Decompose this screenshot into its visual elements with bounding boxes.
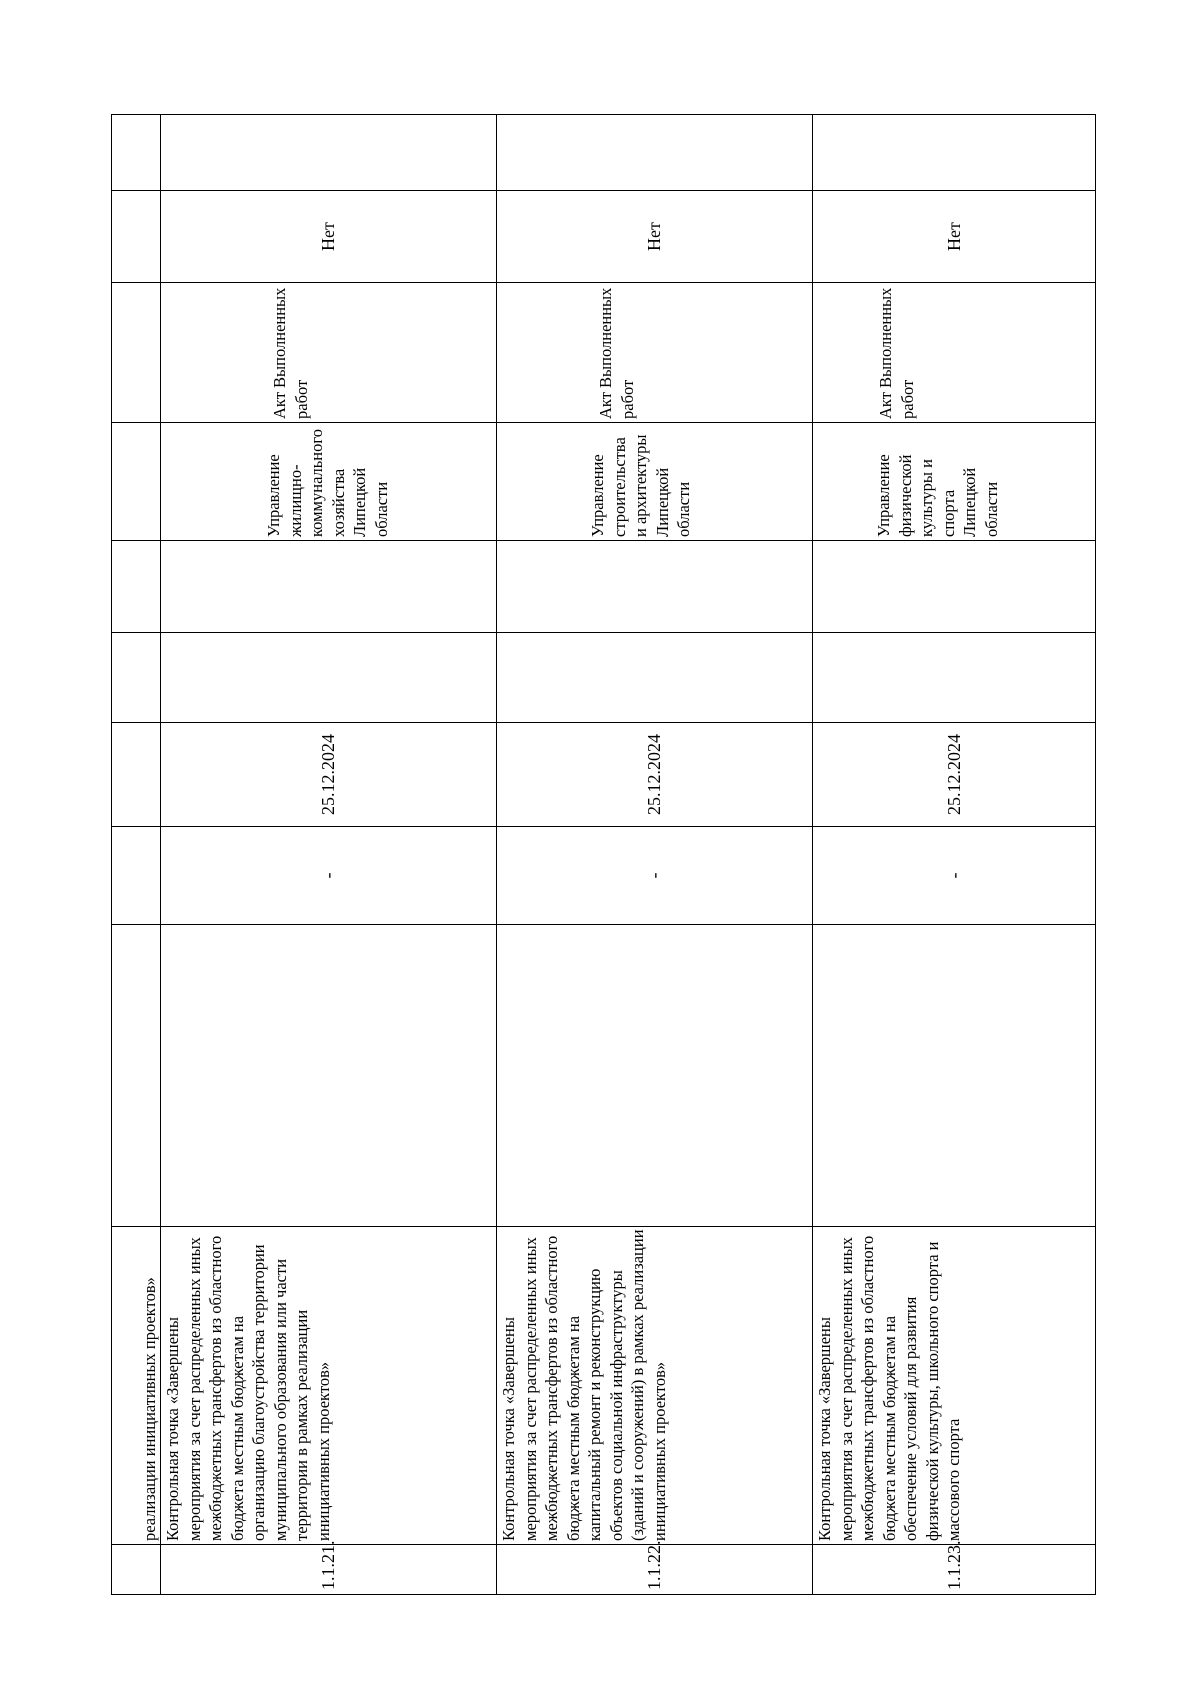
cell-start-date: - xyxy=(497,827,813,925)
rotated-table-wrapper xyxy=(111,115,1095,1595)
cell-responsible: Управление жилищно-коммунального хозяйства Липецкой области xyxy=(161,423,497,541)
table-row xyxy=(112,115,161,1595)
cell-start-date: - xyxy=(813,827,1096,925)
cell-document: Акт Выполненных работ xyxy=(161,283,497,423)
table-row xyxy=(161,115,497,1595)
cell-end-date: 25.12.2024 xyxy=(813,723,1096,827)
cell-document: Акт Выполненных работ xyxy=(813,283,1096,423)
cell-control-point: Контрольная точка «Завершены мероприятия за счет распределенных иных межбюджетных трансфертов из областного бюджета местным бюджетам на обеспечение условий для развития физической культуры, школьного спорта и массового спорта xyxy=(813,1227,1096,1545)
cell-end-date: 25.12.2024 xyxy=(161,723,497,827)
cell-control-point: Контрольная точка «Завершены мероприятия за счет распределенных иных межбюджетных трансфертов из областного бюджета местным бюджетам на капитальный ремонт и реконструкцию объектов социальной инфраструктуры (зданий и сооружений) в рамках реализации инициативных проектов» xyxy=(497,1227,813,1545)
cell-start-date: - xyxy=(161,827,497,925)
cell-info-system: Нет xyxy=(161,191,497,283)
cell-number xyxy=(112,1545,161,1595)
cell-document: Акт Выполненных работ xyxy=(497,283,813,423)
table-row xyxy=(497,115,813,1595)
cell-end-date: 25.12.2024 xyxy=(497,723,813,827)
cell-responsible: Управление строительства и архитектуры Липецкой области xyxy=(497,423,813,541)
cell-responsible: Управление физической культуры и спорта Липецкой области xyxy=(813,423,1096,541)
cell-control-point: Контрольная точка «Завершены мероприятия за счет распределенных иных межбюджетных трансфертов из областного бюджета местным бюджетам на организацию благоустройства территории муниципального образования или части территории в рамках реализации инициативных проектов» xyxy=(161,1227,497,1545)
cell-number: 1.1.23. xyxy=(813,1545,1096,1595)
table-row xyxy=(813,115,1096,1595)
control-points-table xyxy=(111,114,1096,1595)
cell-number: 1.1.22. xyxy=(497,1545,813,1595)
cell-info-system: Нет xyxy=(497,191,813,283)
cell-info-system: Нет xyxy=(813,191,1096,283)
cell-number: 1.1.21. xyxy=(161,1545,497,1595)
cell-control-point: реализации инициативных проектов» xyxy=(112,1227,161,1545)
